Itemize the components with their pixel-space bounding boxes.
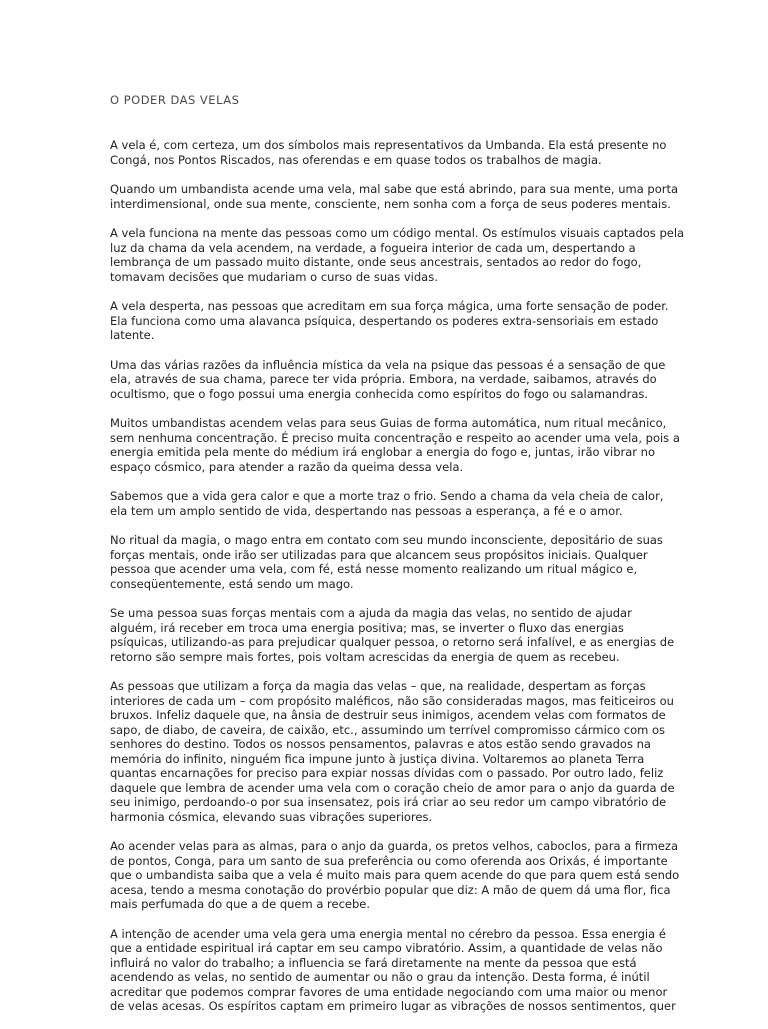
paragraph (110, 489, 664, 518)
text-line: influirá no valor do trabalho; a influencia se fará diretamente na mente da pessoa que está (110, 955, 637, 970)
paragraph (110, 533, 663, 591)
paragraph (110, 416, 680, 474)
text-line: forças mentais, onde irão ser utilizadas para que alcancem seus propósitos iniciais. Qualquer (110, 547, 648, 562)
text-line: tomavam decisões que mudariam o curso de suas vidas. (110, 269, 438, 284)
paragraph (110, 926, 676, 1014)
text-line: ela tem um amplo sentido de vida, despertando nas pessoas a esperança, a fé e o amor. (110, 503, 623, 518)
text-line: ela, através de sua chama, parece ter vida própria. Embora, na verdade, saibamos, através do (110, 372, 657, 386)
paragraph (110, 182, 679, 211)
text-line: interiores de cada um – com propósito maléficos, não são consideradas magos, mas feiticeiros ou (110, 693, 674, 708)
text-line: quantas encarnações for preciso para expiar nossas dívidas com o passado. Por outro lado, feliz (110, 766, 664, 780)
paragraph (110, 606, 675, 664)
text-line: A vela desperta, nas pessoas que acreditam em sua força mágica, uma forte sensação de poder. (110, 299, 669, 313)
text-line: Muitos umbandistas acendem velas para seus Guias de forma automática, num ritual mecânico, (110, 416, 667, 430)
paragraph (110, 138, 667, 167)
paragraph (110, 226, 685, 284)
text-line: de velas acesas. Os espíritos captam em primeiro lugar as vibrações de nossos sentimentos, quer (110, 999, 676, 1013)
paragraph (110, 299, 669, 343)
text-line: que a entidade espiritual irá captar em seu campo vibratório. Assim, a quantidade de velas não (110, 941, 663, 955)
paragraph (110, 679, 675, 824)
text-line: retorno são sempre mais fortes, pois voltam acrescidas da energia de quem as recebeu. (110, 649, 620, 664)
text-line: de pontos, Conga, para um santo de sua preferência ou como oferenda aos Orixás, é importante (110, 853, 668, 868)
text-line: espaço cósmico, para atender a razão da queima dessa vela. (110, 459, 464, 474)
text-line: As pessoas que utilizam a força da magia das velas – que, na realidade, despertam as forças (110, 679, 646, 693)
text-line: Sabemos que a vida gera calor e que a morte traz o frio. Sendo a chama da vela cheia de calor, (110, 489, 664, 503)
text-line: alguém, irá receber em troca uma energia positiva; mas, se inverter o fluxo das energias (110, 620, 624, 635)
text-line: A intenção de acender uma vela gera uma energia mental no cérebro da pessoa. Essa energia é (110, 926, 666, 941)
text-line: que o umbandista saiba que a vela é muito mais para quem acende do que para quem está sendo (110, 868, 680, 882)
text-line: A vela é, com certeza, um dos símbolos mais representativos da Umbanda. Ela está presente no (110, 138, 667, 152)
text-line: mais perfumada do que a de quem a recebe. (110, 897, 371, 911)
text-line: energia emitida pela mente do médium irá englobar a energia do fogo e, juntas, irão vibrar no (110, 445, 655, 459)
text-line: Quando um umbandista acende uma vela, mal sabe que está abrindo, para sua mente, uma porta (110, 182, 679, 196)
text-line: interdimensional, onde sua mente, consciente, nem sonha com a força de seus poderes mentais. (110, 196, 671, 211)
text-line: A vela funciona na mente das pessoas como um código mental. Os estímulos visuais captados pela (110, 226, 685, 240)
text-line: acendendo as velas, no sentido de aumentar ou não o grau da intenção. Desta forma, é inútil (110, 970, 650, 984)
text-line: memória do infinito, ninguém fica impune junto à justiça divina. Voltaremos ao planeta Terra (110, 751, 645, 766)
text-line: ocultismo, que o fogo possui uma energia conhecida como espíritos do fogo ou salamandras. (110, 386, 649, 401)
text-line: seu inimigo, perdoando-o por sua insensatez, pois irá criar ao seu redor um campo vibratório de (110, 795, 667, 809)
text-line: bruxos. Infeliz daquele que, na ânsia de destruir seus inimigos, acendem velas com formatos de (110, 708, 666, 722)
text-line: Uma das várias razões da influência mística da vela na psique das pessoas é a sensação de que (110, 357, 666, 372)
text-line: psíquicas, utilizando-as para prejudicar qualquer pessoa, o retorno será infalível, e as energias de (110, 635, 675, 649)
text-line: conseqüentemente, está sendo um mago. (110, 576, 354, 591)
text-line: Ao acender velas para as almas, para o anjo da guarda, os pretos velhos, caboclos, para a firmeza (110, 839, 678, 853)
text-line: Se uma pessoa suas forças mentais com a ajuda da magia das velas, no sentido de ajudar (110, 606, 632, 620)
text-line: senhores do destino. Todos os nossos pensamentos, palavras e atos estão sendo gravados na (110, 737, 651, 751)
text-line: pessoa que acender uma vela, com fé, está nesse momento realizando um ritual mágico e, (110, 562, 638, 576)
text-line: lembrança de um passado muito distante, onde seus ancestrais, sentados ao redor do fogo, (110, 255, 642, 269)
text-line: No ritual da magia, o mago entra em contato com seu mundo inconsciente, depositário de suas (110, 533, 663, 547)
text-line: harmonia cósmica, elevando suas vibrações superiores. (110, 809, 433, 824)
text-line: Congá, nos Pontos Riscados, nas oferendas e em quase todos os trabalhos de magia. (110, 152, 602, 167)
text-line: acreditar que podemos comprar favores de uma entidade negociando com uma maior ou menor (110, 984, 668, 999)
text-line: sem nenhuma concentração. É preciso muita concentração e respeito ao acender uma vela, pois a (110, 430, 680, 445)
text-line: daquele que lembra de acender uma vela com o coração cheio de amor para o anjo da guarda de (110, 780, 675, 795)
document-title: O PODER DAS VELAS (110, 93, 240, 107)
paragraph (110, 357, 666, 402)
text-line: acesa, tendo a mesma conotação do provérbio popular que diz: A mão de quem dá uma flor, fica (110, 882, 671, 897)
text-line: sapo, de diabo, de caveira, de caixão, etc., assumindo um terrível compromisso cármico com os (110, 722, 666, 737)
text-line: Ela funciona como uma alavanca psíquica, despertando os poderes extra-sensoriais em estado (110, 313, 659, 328)
text-line: latente. (110, 328, 155, 342)
text-line: luz da chama da vela acendem, na verdade, a fogueira interior de cada um, despertando a (110, 240, 636, 255)
paragraph (110, 839, 680, 912)
document-body (110, 138, 685, 1029)
